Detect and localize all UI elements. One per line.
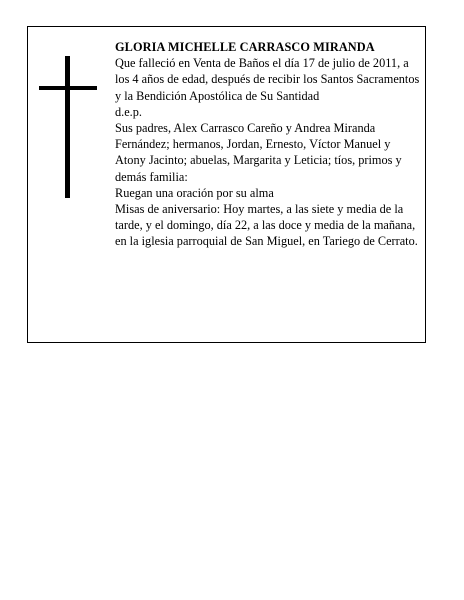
obituary-notice: [27, 26, 426, 343]
cross-vertical-bar: [65, 56, 70, 198]
cross-horizontal-bar: [39, 86, 97, 90]
notice-content: [115, 39, 423, 250]
prayer-request: Ruegan una oración por su alma: [115, 185, 274, 200]
death-text: Que falleció en Venta de Baños el día 17 de julio de 2011, a los 4 años de edad, después de recibir los Santos Sacramentos y la Bendición Apostólica de Su Santidad: [115, 56, 420, 103]
deceased-name: GLORIA MICHELLE CARRASCO MIRANDA: [115, 40, 375, 54]
family-text: Sus padres, Alex Carrasco Careño y Andrea Miranda Fernández; hermanos, Jordan, Ernesto, Víctor Manuel y Atony Jacinto; abuelas, Margarita y Leticia; tíos, primos y demás familia:: [115, 121, 402, 184]
dep-text: d.e.p.: [115, 104, 142, 119]
anniversary-masses: Misas de aniversario: Hoy martes, a las siete y media de la tarde, y el domingo, día 22, a las doce y media de la mañana, en la iglesia parroquial de San Miguel, en Tariego de Cerrato.: [115, 202, 418, 249]
cross-icon: [39, 56, 97, 198]
